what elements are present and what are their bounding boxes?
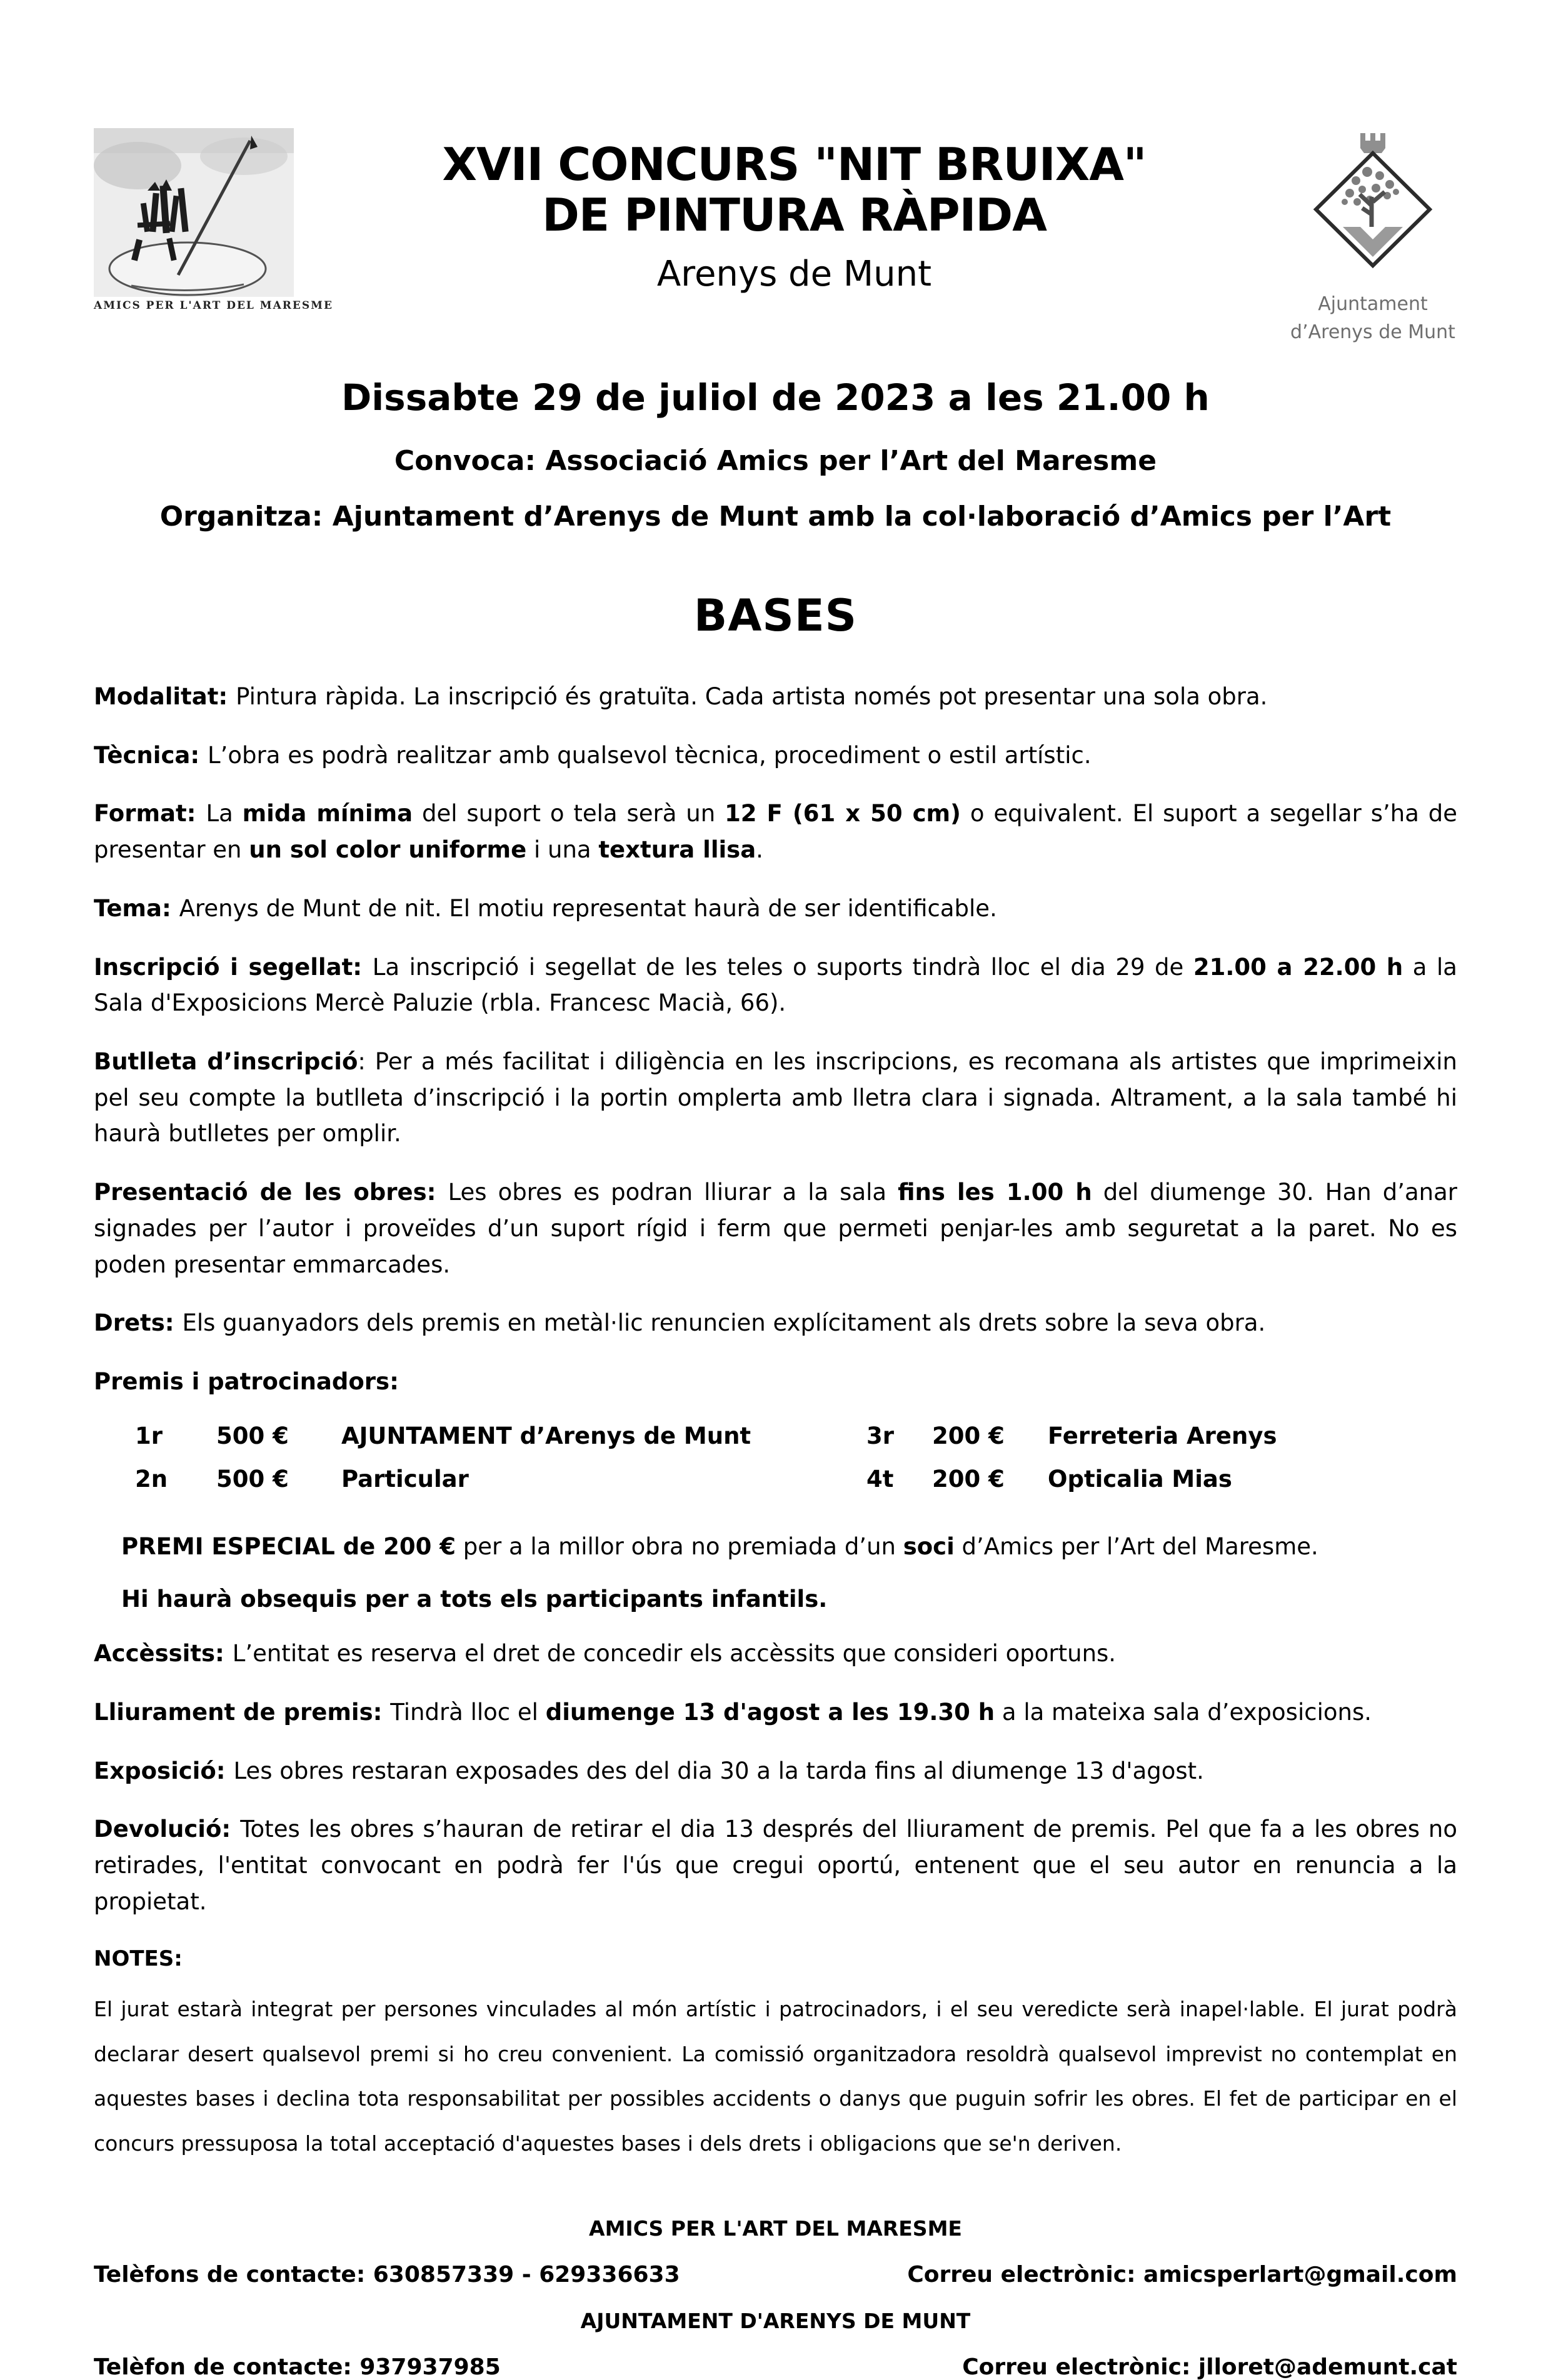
event-date-heading: Dissabte 29 de juliol de 2023 a les 21.00 h: [341, 376, 1210, 419]
ajuntament-caption-line1: Ajuntament: [1318, 293, 1428, 315]
ajuntament-caption-line2: d’Arenys de Munt: [1290, 321, 1455, 343]
prize-cell: AJUNTAMENT d’Arenys de Munt: [341, 1422, 751, 1449]
header: [94, 128, 1457, 346]
page-title-line2: DE PINTURA RÀPIDA: [542, 188, 1047, 241]
title-block: [300, 128, 1288, 294]
painting-logo-icon: [94, 128, 294, 297]
ajuntament-logo-caption: [1288, 290, 1457, 346]
amics-logo-caption: AMICS PER L'ART DEL MARESME: [94, 299, 333, 312]
convoca-line: Convoca: Associació Amics per l’Art del Maresme: [394, 445, 1157, 477]
paragraph-devolucio: Devolució: Totes les obres s’hauran de retirar el dia 13 després del lliurament de premis. Pel que fa a les obres no retirades, l'entitat convocant en podrà fer l'ús que cregui oportú, entenent que el seu autor en renuncia a la propietat.: [94, 1816, 1457, 1915]
prize-cell: 1r: [135, 1422, 163, 1449]
paragraph-inscripcio: Inscripció i segellat: La inscripció i segellat de les teles o suports tindrà lloc el dia 29 de 21.00 a 22.00 h a la Sala d'Exposicions Mercè Paluzie (rbla. Francesc Macià, 66).: [94, 953, 1457, 1017]
prize-cell: 4t: [866, 1465, 894, 1492]
paragraph-premis-heading: Premis i patrocinadors:: [94, 1368, 399, 1396]
prize-row: [135, 1466, 1457, 1492]
footer-org1-contacts: [94, 2262, 1457, 2288]
ajuntament-logo: [1288, 128, 1457, 346]
footer-org2-phone: Telèfon de contacte: 937937985: [94, 2354, 501, 2380]
amics-logo: [94, 128, 333, 312]
paragraph-obsequis: Hi haurà obsequis per a tots els participants infantils.: [121, 1585, 828, 1612]
footer-org2-contacts: [94, 2354, 1457, 2380]
paragraph-modalitat: Modalitat: Pintura ràpida. La inscripció és gratuïta. Cada artista només pot presentar una sola obra.: [94, 683, 1268, 710]
prize-row: [135, 1422, 1457, 1449]
notes-text: El jurat estarà integrat per persones vinculades al món artístic i patrocinadors, i el seu veredicte serà inapel·lable. El jurat podrà declarar desert qualsevol premi si ho creu convenient. La comissió organitzadora resoldrà qualsevol imprevist no contemplat en aquestes bases i declina tota responsabilitat per possibles accidents o danys que puguin sofrir les obres. El fet de participar en el concurs pressuposa la total acceptació d'aquestes bases i dels drets i obligacions que se'n deriven.: [94, 1996, 1457, 2156]
footer-org1-name: AMICS PER L'ART DEL MARESME: [589, 2216, 962, 2241]
organitza-line: Organitza: Ajuntament d’Arenys de Munt amb la col·laboració d’Amics per l’Art: [159, 501, 1392, 532]
footer: [94, 2216, 1457, 2380]
paragraph-tecnica: Tècnica: L’obra es podrà realitzar amb qualsevol tècnica, procediment o estil artístic.: [94, 741, 1092, 769]
prize-cell: 2n: [135, 1465, 168, 1492]
paragraph-presentacio: Presentació de les obres: Les obres es podran lliurar a la sala fins les 1.00 h del diumenge 30. Han d’anar signades per l’autor i proveïdes d’un suport rígid i ferm que permeti penjar-les amb seguretat a la paret. No es poden presentar emmarcades.: [94, 1179, 1458, 1278]
footer-org2-name: AJUNTAMENT D'ARENYS DE MUNT: [580, 2309, 971, 2334]
footer-org1-email: Correu electrònic: amicsperlart@gmail.com: [907, 2262, 1457, 2288]
prize-cell: Ferreteria Arenys: [1048, 1422, 1277, 1449]
bases-heading: BASES: [693, 590, 858, 641]
prize-cell: 500 €: [216, 1422, 289, 1449]
paragraph-accessits: Accèssits: L’entitat es reserva el dret de concedir els accèssits que consideri oportuns.: [94, 1640, 1117, 1668]
paragraph-lliurament: Lliurament de premis: Tindrà lloc el diumenge 13 d'agost a les 19.30 h a la mateixa sala d’exposicions.: [94, 1698, 1372, 1726]
paragraph-exposicio: Exposició: Les obres restaran exposades des del dia 30 a la tarda fins al diumenge 13 d'agost.: [94, 1757, 1204, 1784]
prize-cell: 3r: [866, 1422, 894, 1449]
prize-cell: Particular: [341, 1465, 469, 1492]
prize-cell: 500 €: [216, 1465, 289, 1492]
prize-table: [135, 1422, 1457, 1492]
page-title-line1: XVII CONCURS "NIT BRUIXA": [442, 138, 1147, 191]
paragraph-tema: Tema: Arenys de Munt de nit. El motiu representat haurà de ser identificable.: [94, 894, 997, 922]
town-crest-icon: [1307, 132, 1438, 279]
page-title-line3: Arenys de Munt: [656, 254, 932, 295]
prize-cell: 200 €: [932, 1465, 1005, 1492]
notes-heading: NOTES:: [94, 1946, 183, 1971]
paragraph-premi-especial: PREMI ESPECIAL de 200 € per a la millor obra no premiada d’un soci d’Amics per l’Art del Maresme.: [121, 1532, 1318, 1560]
paragraph-format: Format: La mida mínima del suport o tela serà un 12 F (61 x 50 cm) o equivalent. El suport a segellar s’ha de presentar en un sol color uniforme i una textura llisa.: [94, 800, 1458, 864]
footer-org2-email: Correu electrònic: jlloret@ademunt.cat: [962, 2354, 1457, 2380]
prize-cell: Opticalia Mias: [1048, 1465, 1232, 1492]
prize-cell: 200 €: [932, 1422, 1005, 1449]
footer-org1-phones: Telèfons de contacte: 630857339 - 629336633: [94, 2262, 680, 2288]
paragraph-butlleta: Butlleta d’inscripció: Per a més facilitat i diligència en les inscripcions, es recomana als artistes que imprimeixin pel seu compte la butlleta d’inscripció i la portin omplerta amb lletra clara i signada. Altrament, a la sala també hi haurà butlletes per omplir.: [94, 1048, 1457, 1148]
bases-body: [94, 679, 1457, 2166]
paragraph-drets: Drets: Els guanyadors dels premis en metàl·lic renuncien explícitament als drets sobre la seva obra.: [94, 1309, 1266, 1337]
